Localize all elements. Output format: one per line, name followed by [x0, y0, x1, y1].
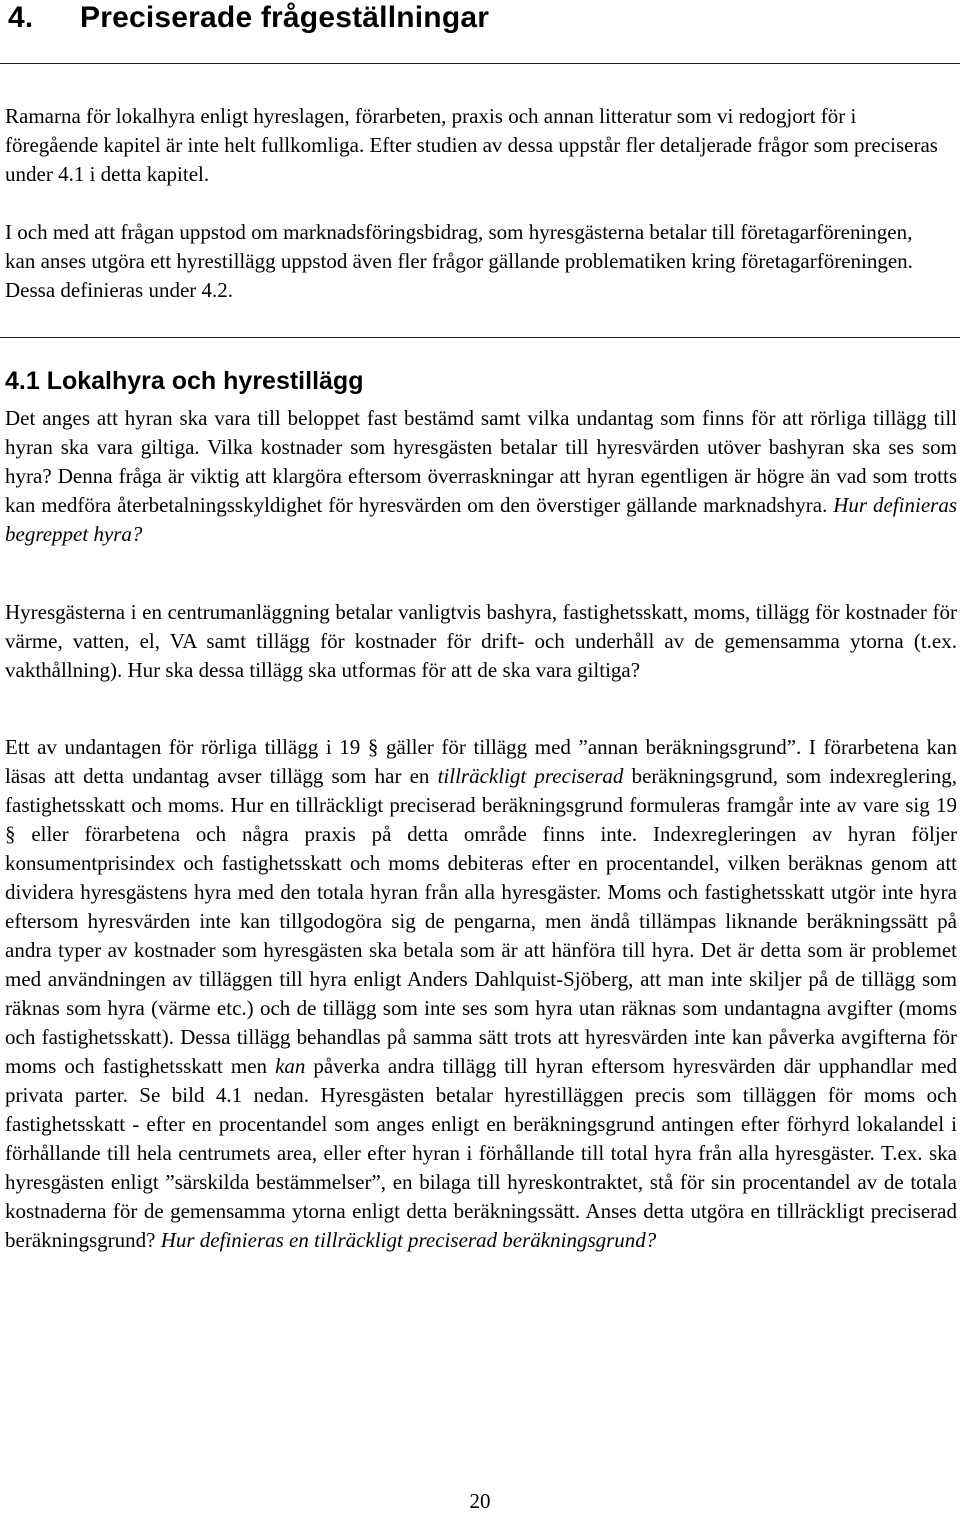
section-paragraph-3 [5, 733, 957, 1255]
section-paragraph-1 [5, 404, 957, 549]
section-paragraph-3-question: Hur definieras en tillräckligt preciserad beräkningsgrund? [160, 1228, 657, 1252]
chapter-number: 4. [8, 1, 34, 34]
section-heading: 4.1 Lokalhyra och hyrestillägg [5, 367, 364, 395]
intro-paragraph-2: I och med att frågan uppstod om marknadsföringsbidrag, som hyresgästerna betalar till företagarföreningen, kan anses utgöra ett hyrestillägg uppstod även fler frågor gällande problematiken kring företagarföreningen. Dessa definieras under 4.2. [5, 220, 913, 302]
page-number: 20 [469, 1489, 491, 1513]
intro-paragraph-1: Ramarna för lokalhyra enligt hyreslagen, förarbeten, praxis och annan litteratur som vi redogjort för i föregående kapitel är inte helt fullkomliga. Efter studien av dessa uppstår fler detaljerade frågor som preciseras under 4.1 i detta kapitel. [5, 104, 938, 186]
section-divider [0, 337, 960, 338]
section-paragraph-1-question: Hur definieras begreppet hyra? [5, 493, 958, 546]
section-paragraph-3-part-c: påverka andra tillägg till hyran eftersom hyresvärden där upphandlar med privata parter. Se bild 4.1 nedan. Hyresgästen betalar hyrestilläggen precis som tilläggen för moms och fastighetsskatt - efter en procentandel som anges enligt en beräkningsgrund antingen efter förhyrd lokalandel i förhållande till hela centrumets area, eller efter hyran i förhållande till total hyra från alla hyresgäster. T.ex. ska hyresgästen enligt ”särskilda bestämmelser”, en bilaga till hyreskontraktet, stå för sin procentandel av de totala kostnaderna för de gemensamma ytorna enligt detta beräkningssätt. Anses detta utgöra en tillräckligt preciserad beräkningsgrund? [5, 1054, 958, 1252]
chapter-heading [8, 0, 489, 36]
section-paragraph-2: Hyresgästerna i en centrumanläggning betalar vanligtvis bashyra, fastighetsskatt, moms, tillägg för kostnader för värme, vatten, el, VA samt tillägg för kostnader för drift- och underhåll av de gemensamma ytorna (t.ex. vakthållning). Hur ska dessa tillägg ska utformas för att de ska vara giltiga? [5, 600, 957, 682]
chapter-title: Preciserade frågeställningar [80, 1, 490, 34]
section-paragraph-3-part-b: beräkningsgrund, som indexreglering, fastighetsskatt och moms. Hur en tillräckligt preciserad beräkningsgrund formuleras framgår inte av vare sig 19 § eller förarbetena och några praxis på detta område finns inte. Indexregleringen av hyran följer konsumentprisindex och fastighetsskatt och moms debiteras efter en procentandel, vilken beräknas genom att dividera hyresgästens hyra med den totala hyran från alla hyresgäster. Moms och fastighetsskatt utgör inte hyra eftersom hyresvärden inte kan tillgodogöra sig de pengarna, men ändå tillämpas liknande beräkningssätt på andra typer av kostnader som hyresgästen ska betala som är att hänföra till hyra. Det är detta som är problemet med användningen av tilläggen till hyra enligt Anders Dahlquist-Sjöberg, att man inte skiljer på de tillägg som räknas som hyra (värme etc.) och de tillägg som inte ses som hyra utan räknas som undantagna avgifter (moms och fastighetsskatt). Dessa tillägg behandlas på samma sätt trots att hyresvärden inte kan påverka avgifterna för moms och fastighetsskatt men [5, 764, 957, 1078]
section-paragraph-3-part-a: Ett av undantagen för rörliga tillägg i 19 § gäller för tillägg med ”annan beräkningsgrund”. I förarbetena kan läsas att detta undantag avser tillägg som har en [5, 735, 957, 788]
section-paragraph-3-emphasis: tillräckligt preciserad [437, 764, 624, 788]
section-paragraph-3-emphasis-2: kan [275, 1054, 306, 1078]
heading-divider [0, 63, 960, 64]
section-paragraph-1-text: Det anges att hyran ska vara till beloppet fast bestämd samt vilka undantag som finns för att rörliga tillägg till hyran ska vara giltiga. Vilka kostnader som hyresgästen betalar till hyresvärden utöver bashyran ska ses som hyra? Denna fråga är viktig att klargöra eftersom överraskningar att hyran egentligen är högre än vad som trotts kan medföra återbetalningsskyldighet för hyresvärden om den överstiger gällande marknadshyra. [5, 406, 957, 517]
